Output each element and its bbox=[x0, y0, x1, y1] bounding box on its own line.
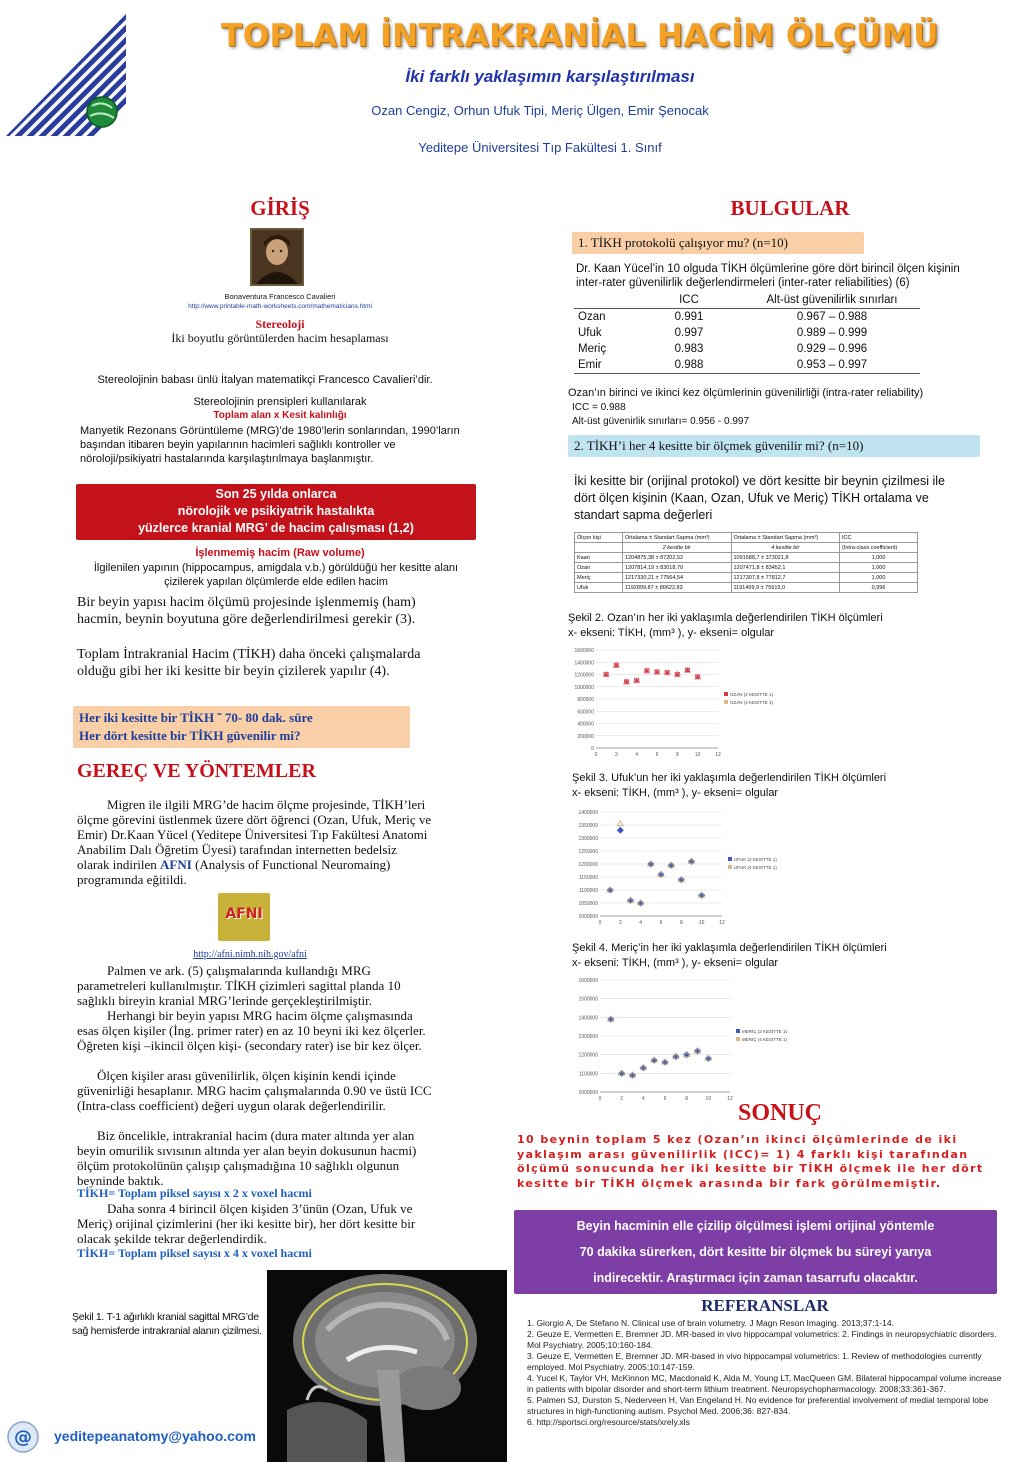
mean-sd-table bbox=[574, 532, 918, 593]
legend-marker bbox=[724, 692, 728, 696]
mini-header: ICC bbox=[840, 533, 918, 543]
y-tick-label: 1300000 bbox=[578, 1034, 598, 1040]
mini-cell: 1207814,19 ± 83018,70 bbox=[623, 563, 732, 573]
y-tick-label: 1000000 bbox=[574, 684, 594, 691]
icc-cell: Emir bbox=[578, 359, 602, 371]
portrait-icon bbox=[252, 230, 302, 284]
x-tick-label: 8 bbox=[675, 752, 679, 758]
mini-cell: 1204875,38 ± 87202,52 bbox=[623, 553, 732, 563]
table-row bbox=[574, 357, 920, 374]
legend-marker bbox=[728, 865, 732, 869]
reference-item: 2. Geuze E, Vermetten E, Bremner JD. MR-based in vivo hippocampal volumetrics: 2. Findings in neuropsychiatric disorders. Mol Psychiatry. 2005;10:160-184. bbox=[527, 1329, 997, 1350]
intra-icc: ICC = 0.988 bbox=[572, 402, 626, 413]
mri-sagittal-image bbox=[267, 1270, 507, 1462]
referanslar-heading: REFERANSLAR bbox=[701, 1296, 829, 1315]
x-tick-label: 0 bbox=[598, 920, 602, 926]
y-tick-label: 1500000 bbox=[578, 996, 598, 1003]
cavalieri-portrait bbox=[250, 228, 304, 286]
giris-heading: GİRİŞ bbox=[250, 196, 310, 220]
orange-question-box bbox=[73, 706, 410, 748]
afni-logo-text: AFNI bbox=[225, 906, 263, 922]
y-tick-label: 1400000 bbox=[578, 810, 598, 816]
purple-conclusion-box bbox=[514, 1210, 997, 1294]
y-tick-label: 1600000 bbox=[574, 648, 594, 654]
poster-subtitle: İki farklı yaklaşımın karşılaştırılması bbox=[405, 67, 695, 86]
purple-line-2: 70 dakika sürerken, dört kesitte bir ölçmek bu süreyi yarıya bbox=[579, 1245, 932, 1259]
mini-cell: 1207471,8 ± 83452,1 bbox=[731, 563, 840, 573]
x-tick-label: 4 bbox=[639, 920, 643, 926]
legend-marker bbox=[724, 700, 728, 704]
table-row bbox=[575, 563, 918, 573]
y-tick-label: 1350000 bbox=[578, 823, 598, 829]
mini-cell: 1192899,87 ± 80622,83 bbox=[623, 583, 732, 593]
intra-rater-text: Ozan’ın birinci ve ikinci kez ölçümlerinin güvenilirliği (intra-rater reliability) bbox=[568, 387, 924, 399]
y-tick-label: 1200000 bbox=[574, 672, 594, 679]
x-tick-label: 6 bbox=[655, 752, 659, 758]
methods-paragraph-4: Ölçen kişiler arası güvenilirlik, ölçen kişinin kendi içinde güvenirliği hesaplanır. MRG hacim çalışmalarında 0.90 ve üstü ICC (Intra-class coefficient) değeri uygun olarak değerlendirilir. bbox=[77, 1068, 432, 1113]
x-tick-label: 10 bbox=[705, 1096, 712, 1102]
mini-cell: 1191499,9 ± 75919,0 bbox=[731, 583, 840, 593]
methods-heading: GEREÇ VE YÖNTEMLER bbox=[77, 760, 316, 782]
email-row[interactable] bbox=[4, 1418, 274, 1456]
icc-cell: 0.989 – 0.999 bbox=[796, 327, 868, 339]
red-highlight-box bbox=[76, 484, 476, 540]
reference-item: 1. Giorgio A, De Stefano N. Clinical use of brain volumetry. J Magn Reson Imaging. 2013;37:1-14. bbox=[527, 1318, 894, 1328]
methods-paragraph-6: Daha sonra 4 birincil ölçen kişiden 3’ünün (Ozan, Ufuk ve Meriç) orijinal çizimlerini (her iki kesitte bir), her dört kesitte bir olacak şekilde tekrar değerlendirdik. bbox=[77, 1201, 416, 1246]
x-tick-label: 12 bbox=[715, 752, 721, 758]
red-box-line-3: yüzlerce kranial MRG’ de hacim çalışması (1,2) bbox=[138, 521, 414, 535]
x-tick-label: 0 bbox=[594, 752, 598, 758]
formula-text: Toplam alan x Kesit kalınlığı bbox=[213, 410, 347, 421]
brain-mri-icon bbox=[267, 1270, 507, 1462]
icc-cell: 0.991 bbox=[674, 311, 704, 323]
y-tick-label: 1100000 bbox=[578, 1071, 598, 1078]
principles-text: Stereolojinin prensipleri kullanılarak bbox=[193, 396, 367, 408]
methods-p1-text: Migren ile ilgili MRG’de hacim ölçme projesinde, TİKH’leri ölçme görevini üstlenmek üzere dört öğrenci (Ozan, Ufuk, Meriç ve Emir) Dr.Kaan Yücel (Yeditepe Üniversitesi Tıp Fakültesi Anatomi Anabilim Dalı Öğretim Üyesi) tarafından internetten bedelsiz olarak indirilen bbox=[77, 797, 432, 872]
icc-header-empty bbox=[574, 292, 634, 309]
q2-description: İki kesitte bir (orijinal protokol) ve dört kesitte bir beynin çizilmesi ile dört ölçen kişinin (Kaan, Ozan, Ufuk ve Meriç) TİKH ortalama ve standart sapma değerleri bbox=[574, 474, 945, 522]
icc-cell: 0.988 bbox=[674, 359, 704, 371]
q1-description: Dr. Kaan Yücel’in 10 olguda TİKH ölçümlerine göre dört birincil ölçen kişinin inter-rater güvenilirlik değerlendirmeleri (inter-rater reliabilities) (6) bbox=[576, 263, 960, 289]
reference-item: 4. Yucel K, Taylor VH, McKinnon MC, Macdonald K, Alda M, Young LT, MacQueen GM. Bilateral hippocampal volume increase in patients with bipolar disorder and short-term lithium treatment. Neuropsychopharmacology. 2008;33:361-367. bbox=[527, 1373, 1002, 1394]
mini-cell: Meriç bbox=[575, 573, 623, 583]
legend-label: UFUK (2 KESİTTE 1) bbox=[734, 857, 777, 862]
icc-cell: 0.997 bbox=[674, 327, 704, 339]
mini-subheader bbox=[575, 543, 623, 553]
afni-link[interactable]: http://afni.nimh.nih.gov/afni bbox=[193, 949, 307, 960]
x-tick-label: 4 bbox=[641, 1096, 645, 1102]
orange-line-1: Her iki kesitte bir TİKH ˜ 70- 80 dak. süre bbox=[79, 710, 313, 725]
y-tick-label: 1200000 bbox=[578, 862, 598, 868]
mini-header: Ortalama ± Standart Sapma (mm³) bbox=[623, 533, 732, 543]
y-tick-label: 1400000 bbox=[578, 1015, 598, 1022]
legend-label: UFUK (4 KESİTTE 1) bbox=[734, 865, 777, 870]
table-row bbox=[574, 325, 920, 341]
figure-1-caption: Şekil 1. T-1 ağırlıklı kranial sagittal MRG’de sağ hemisferde intrakranial alanın çizilmesi. bbox=[72, 1311, 262, 1337]
x-tick-label: 6 bbox=[663, 1096, 667, 1102]
y-tick-label: 1050000 bbox=[578, 901, 598, 907]
legend-label: MERİÇ (4 KESİTTE 1) bbox=[742, 1037, 788, 1042]
y-tick-label: 600000 bbox=[577, 709, 594, 716]
mrg-history-text: Manyetik Rezonans Görüntüleme (MRG)’de 1980’lerin sonlarından, 1990’ların başından itibaren beyin yapılarının hacimleri sağlıklı kontroller ve nöroloji/psikiyatri hastalarında karşılaştırılmaya başlanmıştır. bbox=[80, 425, 460, 465]
y-tick-label: 1100000 bbox=[578, 888, 598, 894]
references-list bbox=[527, 1318, 1005, 1428]
reference-item: 5. Palmen SJ, Durston S, Nederveen H, Van Engeland H. No evidence for preferential involvement of medial temporal lobe structures in high-functioning autism. Psychol Med. 2006;36: 827-834. bbox=[527, 1395, 989, 1416]
mini-cell: Ozan bbox=[575, 563, 623, 573]
raw-volume-text: İlgilenilen yapının (hippocampus, amigdala v.b.) görüldüğü her kesitte alanı çizilerek yapılan ölçümlerde elde edilen hacim bbox=[93, 562, 459, 588]
chart-meric-svg bbox=[570, 974, 800, 1106]
formula-1: TİKH= Toplam piksel sayısı x 2 x voxel hacmi bbox=[77, 1186, 312, 1200]
figure-4-axis-caption: x- ekseni: TİKH, (mm³ ), y- ekseni= olgular bbox=[572, 957, 779, 969]
logo-triangle-icon bbox=[6, 14, 126, 136]
methods-p1-end: (Analysis of Functional Neuromaing) programında eğitildi. bbox=[77, 857, 391, 887]
red-box-line-1: Son 25 yılda onlarca bbox=[215, 487, 337, 501]
purple-line-1: Beyin hacminin elle çizilip ölçülmesi işlemi orijinal yöntemle bbox=[576, 1219, 935, 1233]
y-tick-label: 1250000 bbox=[578, 849, 598, 855]
icc-cell: Ozan bbox=[578, 311, 606, 323]
cavalieri-text: Stereolojinin babası ünlü İtalyan matematikçi Francesco Cavalieri’dir. bbox=[97, 374, 433, 386]
chart-meric bbox=[570, 974, 800, 1106]
question-2-box: 2. TİKH’i her 4 kesitte bir ölçmek güvenilir mi? (n=10) bbox=[568, 435, 980, 457]
icc-table bbox=[574, 292, 920, 374]
methods-paragraph-1 bbox=[77, 797, 432, 887]
portrait-source-link[interactable]: http://www.printable-math-worksheets.com/mathematicians.html bbox=[188, 303, 372, 310]
data-point bbox=[617, 827, 624, 834]
table-row bbox=[575, 573, 918, 583]
icc-cell: Ufuk bbox=[578, 327, 602, 339]
mini-cell: 0,996 bbox=[840, 583, 918, 593]
chart-ufuk-svg bbox=[570, 806, 792, 930]
y-tick-label: 0 bbox=[591, 746, 594, 752]
sonuc-heading: SONUÇ bbox=[737, 1100, 822, 1126]
icc-cell: Meriç bbox=[578, 343, 607, 355]
y-tick-label: 400000 bbox=[577, 721, 594, 728]
legend-marker bbox=[736, 1037, 740, 1041]
question-1-box: 1. TİKH protokolü çalışıyor mu? (n=10) bbox=[572, 232, 864, 254]
y-tick-label: 1400000 bbox=[574, 660, 594, 667]
x-tick-label: 8 bbox=[685, 1096, 689, 1102]
x-tick-label: 12 bbox=[727, 1096, 733, 1102]
y-tick-label: 1600000 bbox=[578, 978, 598, 984]
email-address[interactable]: yeditepeanatomy@yahoo.com bbox=[54, 1428, 256, 1444]
figure-3-caption: Şekil 3. Ufuk’un her iki yaklaşımla değerlendirilen TİKH ölçümleri bbox=[572, 772, 887, 784]
table-row bbox=[574, 341, 920, 357]
x-tick-label: 0 bbox=[598, 1096, 602, 1102]
icc-cell: 0.983 bbox=[674, 343, 704, 355]
methods-paragraph-3: Herhangi bir beyin yapısı MRG hacim ölçme çalışmasında esas ölçen kişiler (İng. primer rater) en az 10 beyni iki kez ölçerler. Öğreten kişi –ikincil ölçen kişi- (secondary rater) ise bir kez ölçer. bbox=[77, 1008, 426, 1053]
email-icon bbox=[6, 1420, 40, 1454]
x-tick-label: 6 bbox=[659, 920, 663, 926]
mini-cell: 1217307,8 ± 77812,7 bbox=[731, 573, 840, 583]
mini-table-subheader bbox=[575, 543, 918, 553]
chart-ozan-svg bbox=[566, 644, 788, 762]
red-box-line-2: nörolojik ve psikiyatrik hastalıkta bbox=[177, 504, 375, 518]
university-logo bbox=[6, 14, 126, 136]
chart-ozan bbox=[566, 644, 788, 762]
legend-label: OZAN (4 KESİTTE 1) bbox=[730, 700, 774, 705]
institution: Yeditepe Üniversitesi Tıp Fakültesi 1. Sınıf bbox=[418, 140, 662, 155]
mini-cell: 1091588,7 ± 373021,8 bbox=[731, 553, 840, 563]
mini-header: Ortalama ± Standart Sapma (mm³) bbox=[731, 533, 840, 543]
mini-cell: Kaan bbox=[575, 553, 623, 563]
figure-4-caption: Şekil 4. Meriç’in her iki yaklaşımla değerlendirilen TİKH ölçümleri bbox=[572, 942, 887, 954]
stereoloji-title: Stereoloji bbox=[255, 317, 305, 331]
figure-2-axis-caption: x- ekseni: TİKH, (mm³ ), y- ekseni= olgular bbox=[568, 627, 775, 639]
mini-cell: 1,000 bbox=[840, 553, 918, 563]
methods-paragraph-2: Palmen ve ark. (5) çalışmalarında kullandığı MRG parametreleri kullanılmıştır. TİKH çizimleri sagittal planda 10 sağlıklı bireyin kranial MRG’lerinde gerçekleştirilmiştir. bbox=[77, 963, 401, 1008]
icc-header-limits: Alt-üst güvenilirlik sınırları bbox=[744, 292, 920, 309]
icc-table-header bbox=[574, 292, 920, 309]
x-tick-label: 2 bbox=[620, 1096, 624, 1102]
x-tick-label: 10 bbox=[694, 752, 701, 758]
methods-paragraph-5: Biz öncelikle, intrakranial hacim (dura mater altında yer alan beyin omurilik sıvısının altında yer alan beyin dokusunun hacmi) ölçüm protokolünün çalışıp çalışmadığına 10 sağlıklı olgunun beyninde baktık. bbox=[77, 1128, 417, 1188]
icc-cell: 0.953 – 0.997 bbox=[796, 359, 868, 371]
y-tick-label: 1200000 bbox=[578, 1052, 598, 1059]
y-tick-label: 1300000 bbox=[578, 836, 598, 842]
sonuc-text: 10 beynin toplam 5 kez (Ozan’ın ikinci ölçümlerinde de iki yaklaşım arası güvenilirlik (ICC)= 1) 4 farklı kişi tarafından ölçümü sonucunda her iki kesitte bir TİKH ölçmek ile her dört kesitte bir TİKH ölçmek arasında bir fark görülmemiştir. bbox=[517, 1133, 984, 1190]
x-tick-label: 10 bbox=[698, 920, 705, 926]
icc-cell: 0.967 – 0.988 bbox=[796, 311, 868, 323]
icc-cell: 0.929 – 0.996 bbox=[796, 343, 868, 355]
mini-subheader: 2 kesitte bir bbox=[623, 543, 732, 553]
intra-limits: Alt-üst güvenirlik sınırları= 0.956 - 0.997 bbox=[572, 416, 750, 427]
mini-cell: 1,000 bbox=[840, 563, 918, 573]
legend-label: MERİÇ (2 KESİTTE 1) bbox=[742, 1029, 788, 1034]
y-tick-label: 200000 bbox=[577, 733, 594, 740]
chart-ufuk bbox=[570, 806, 792, 930]
icc-header-icc: ICC bbox=[634, 292, 744, 309]
figure-2-caption: Şekil 2. Ozan’ın her iki yaklaşımla değerlendirilen TİKH ölçümleri bbox=[568, 612, 883, 624]
reference-item: 3. Geuze E, Vermetten E, Bremner JD. MR-based in vivo hippocampal volumetrics: 1. Review of methodologies currently employed. Mol Psychiatry. 2005;10:147-159. bbox=[527, 1351, 982, 1372]
mini-cell: Ufuk bbox=[575, 583, 623, 593]
afni-logo bbox=[218, 893, 270, 941]
mini-header: Ölçen kişi bbox=[575, 533, 623, 543]
x-tick-label: 2 bbox=[614, 752, 618, 758]
legend-marker bbox=[736, 1029, 740, 1033]
authors: Ozan Cengiz, Orhun Ufuk Tipi, Meriç Ülgen, Emir Şenocak bbox=[371, 103, 709, 118]
paragraph-2: Toplam İntrakranial Hacim (TİKH) daha önceki çalışmalarda olduğu gibi her iki kesitte bir beyin çizilerek yapılır (4). bbox=[77, 647, 421, 679]
x-tick-label: 4 bbox=[635, 752, 639, 758]
x-tick-label: 12 bbox=[719, 920, 725, 926]
legend-label: OZAN (2 KESİTTE 1) bbox=[730, 692, 774, 697]
y-tick-label: 1000000 bbox=[578, 914, 598, 920]
x-tick-label: 8 bbox=[679, 920, 683, 926]
y-tick-label: 1150000 bbox=[578, 875, 598, 881]
formula-2: TİKH= Toplam piksel sayısı x 4 x voxel hacmi bbox=[77, 1246, 312, 1260]
figure-3-axis-caption: x- ekseni: TİKH, (mm³ ), y- ekseni= olgular bbox=[572, 787, 779, 799]
table-row bbox=[575, 553, 918, 563]
svg-text:@: @ bbox=[14, 1427, 32, 1448]
mini-subheader: (Intra-class coefficient) bbox=[840, 543, 918, 553]
afni-label: AFNI bbox=[160, 857, 192, 872]
purple-line-3: indirecektir. Araştırmacı için zaman tasarrufu olacaktır. bbox=[593, 1271, 918, 1285]
mini-cell: 1,000 bbox=[840, 573, 918, 583]
poster-title: TOPLAM İNTRAKRANİAL HACİM ÖLÇÜMÜ bbox=[221, 18, 939, 54]
stereoloji-text: İki boyutlu görüntülerden hacim hesaplaması bbox=[171, 331, 389, 345]
orange-line-2: Her dört kesitte bir TİKH güvenilir mi? bbox=[79, 728, 301, 743]
table-row bbox=[575, 583, 918, 593]
paragraph-1: Bir beyin yapısı hacim ölçümü projesinde işlenmemiş (ham) hacmin, beynin boyutuna göre değerlendirilmesi gerekir (3). bbox=[77, 595, 416, 627]
y-tick-label: 800000 bbox=[577, 697, 594, 703]
raw-volume-title: İşlenmemiş hacim (Raw volume) bbox=[195, 547, 365, 559]
reference-item: 6. http://sportsci.org/resource/stats/xrely.xls bbox=[527, 1417, 690, 1427]
mini-table-header bbox=[575, 533, 918, 543]
bulgular-heading: BULGULAR bbox=[730, 196, 850, 220]
portrait-caption: Bonaventura Francesco Cavalieri bbox=[224, 292, 336, 301]
table-row bbox=[574, 309, 920, 326]
mini-cell: 1217330,21 ± 77564,54 bbox=[623, 573, 732, 583]
legend-marker bbox=[728, 857, 732, 861]
x-tick-label: 2 bbox=[618, 920, 622, 926]
mini-subheader: 4 kesitte bir bbox=[731, 543, 840, 553]
y-tick-label: 1000000 bbox=[578, 1090, 598, 1096]
